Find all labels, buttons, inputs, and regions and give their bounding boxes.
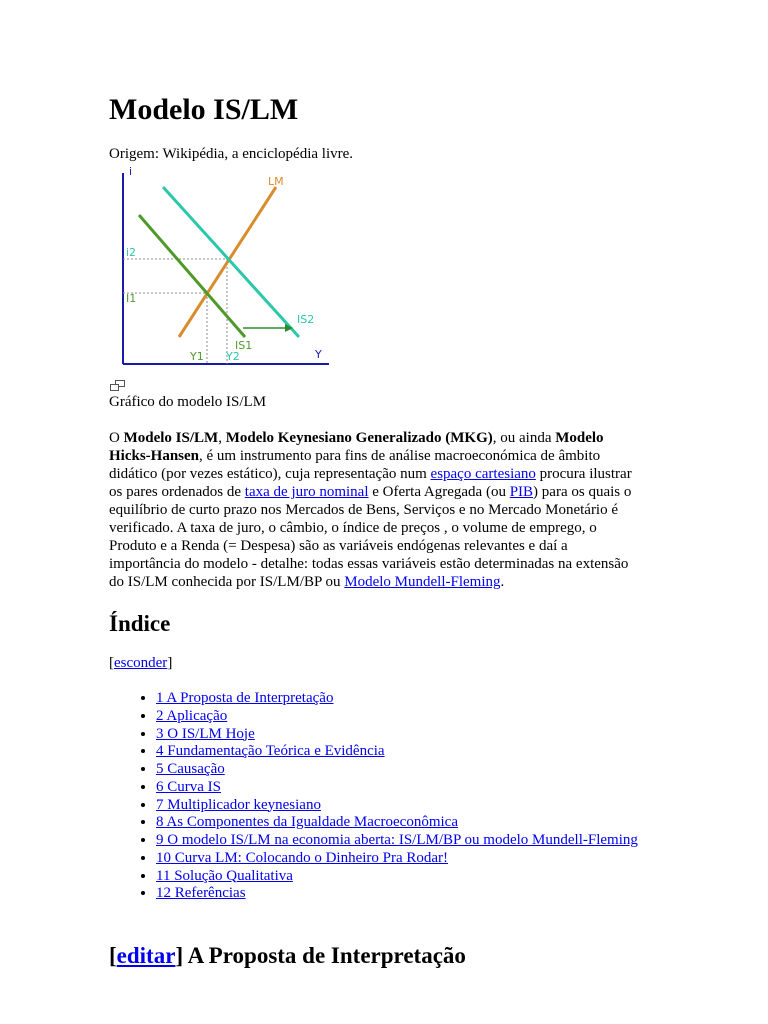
link-espaco-cartesiano[interactable]: espaço cartesiano <box>430 466 536 482</box>
is2-label: IS2 <box>297 313 315 326</box>
toc-item <box>156 885 638 903</box>
is2-curve <box>163 187 299 337</box>
link-taxa-de-juro-nominal[interactable]: taxa de juro nominal <box>244 484 369 500</box>
y-axis-label: Y <box>315 348 322 361</box>
toc-hide-link[interactable]: esconder <box>114 655 168 671</box>
lm-label: LM <box>268 175 284 188</box>
enlarge-icon[interactable] <box>110 380 125 391</box>
intro-line-6: verificado. A taxa de juro, o câmbio, o índice de preços , o volume de emprego, o <box>109 520 597 536</box>
toc-link-7[interactable]: 7 Multiplicador keynesiano <box>156 796 321 813</box>
toc-link-12[interactable]: 12 Referências <box>156 885 246 902</box>
i1-label: I1 <box>126 292 137 305</box>
is1-label: IS1 <box>235 339 253 352</box>
toc-item <box>156 708 638 726</box>
toc-toggle: [esconder] <box>109 655 173 671</box>
toc-item <box>156 779 638 797</box>
islm-graph <box>115 165 335 370</box>
toc-link-6[interactable]: 6 Curva IS <box>156 778 221 795</box>
toc-item <box>156 726 638 744</box>
lm-curve <box>179 187 276 337</box>
toc-item <box>156 761 638 779</box>
toc-link-11[interactable]: 11 Solução Qualitativa <box>156 867 293 884</box>
toc-link-8[interactable]: 8 As Componentes da Igualdade Macroeconômica <box>156 814 458 831</box>
toc-link-1[interactable]: 1 A Proposta de Interpretação <box>156 690 334 706</box>
toc-item <box>156 868 638 886</box>
intro-line-1: O Modelo IS/LM, Modelo Keynesiano Generalizado (MKG), ou ainda Modelo <box>109 430 604 446</box>
toc-heading: Índice <box>109 611 171 636</box>
intro-paragraph <box>109 429 665 591</box>
section-heading-proposta: [editar] A Proposta de Interpretação <box>109 943 466 968</box>
toc-link-2[interactable]: 2 Aplicação <box>156 707 228 724</box>
toc-item <box>156 743 638 761</box>
link-pib[interactable]: PIB <box>509 484 534 500</box>
intro-line-2: Hicks-Hansen, é um instrumento para fins de análise macroeconómica de âmbito <box>109 448 601 464</box>
intro-line-7: Produto e a Renda (= Despesa) são as variáveis endógenas relevantes e daí a <box>109 538 568 554</box>
toc-link-10[interactable]: 10 Curva LM: Colocando o Dinheiro Pra Rodar! <box>156 849 449 866</box>
i2-label: i2 <box>126 246 137 259</box>
intro-line-3: didático (por vezes estático), cuja representação num espaço cartesiano procura ilustrar <box>109 466 632 482</box>
toc-item <box>156 690 638 708</box>
intro-line-5: equilíbrio de curto prazo nos Mercados de Bens, Serviços e no Mercado Monetário é <box>109 502 619 518</box>
intro-line-4: os pares ordenados de taxa de juro nominal e Oferta Agregada (ou PIB) para os quais o <box>109 484 632 500</box>
y2-label: Y2 <box>226 350 240 363</box>
y1-label: Y1 <box>190 350 204 363</box>
toc-list <box>109 690 638 903</box>
toc-item <box>156 797 638 815</box>
figure-caption: Gráfico do modelo IS/LM <box>109 394 267 410</box>
intro-line-8: importância do modelo - detalhe: todas essas variáveis estão determinadas na extensão <box>109 556 629 572</box>
origin-note: Origem: Wikipédia, a enciclopédia livre. <box>109 146 354 162</box>
toc-link-4[interactable]: 4 Fundamentação Teórica e Evidência <box>156 743 385 760</box>
page-title: Modelo IS/LM <box>109 93 299 126</box>
toc-item <box>156 832 638 850</box>
toc-item <box>156 850 638 868</box>
edit-section-link[interactable]: editar <box>116 943 176 968</box>
i-axis-label: i <box>129 165 133 178</box>
intro-line-9: do IS/LM conhecida por IS/LM/BP ou Modelo Mundell-Fleming. <box>109 574 505 590</box>
toc-link-9[interactable]: 9 O modelo IS/LM na economia aberta: IS/LM/BP ou modelo Mundell-Fleming <box>156 832 638 848</box>
toc-item <box>156 814 638 832</box>
toc-link-5[interactable]: 5 Causação <box>156 761 225 777</box>
toc-link-3[interactable]: 3 O IS/LM Hoje <box>156 725 255 742</box>
link-modelo-mundell-fleming[interactable]: Modelo Mundell-Fleming <box>344 574 501 590</box>
